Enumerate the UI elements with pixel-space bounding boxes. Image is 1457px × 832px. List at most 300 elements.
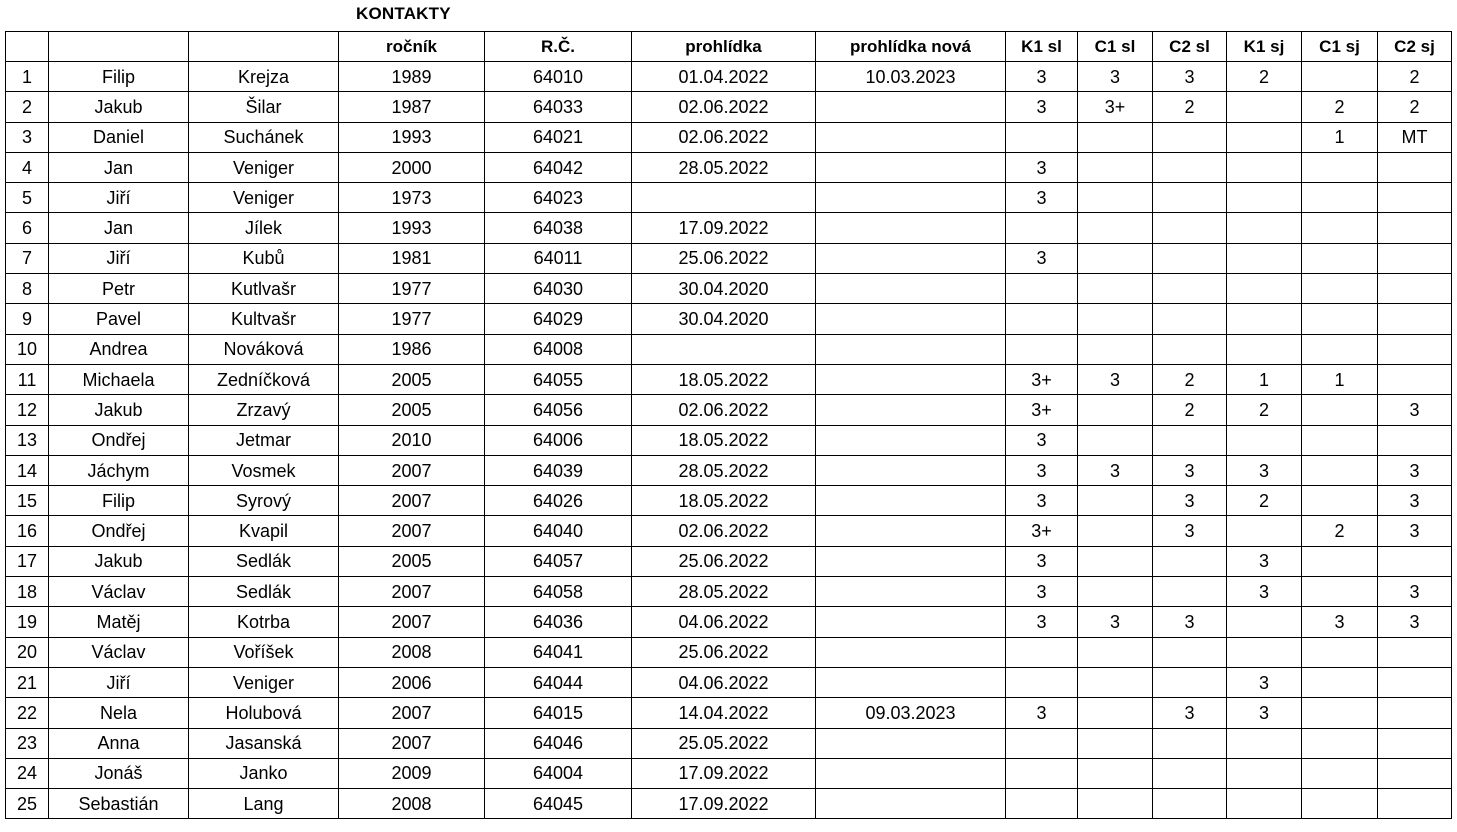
col-c1-sj-cell[interactable] bbox=[1302, 274, 1378, 304]
col-first-name-cell[interactable]: Sebastián bbox=[49, 789, 189, 819]
col-prohlidka-cell[interactable]: 18.05.2022 bbox=[632, 425, 816, 455]
col-c1-sj-cell[interactable] bbox=[1302, 304, 1378, 334]
col-prohlidka-cell[interactable]: 04.06.2022 bbox=[632, 667, 816, 697]
col-c2-sl-cell[interactable] bbox=[1153, 334, 1227, 364]
col-c2-sj-cell[interactable] bbox=[1378, 152, 1452, 182]
col-c1-sj-cell[interactable] bbox=[1302, 758, 1378, 788]
col-index-cell[interactable]: 7 bbox=[6, 243, 49, 273]
col-rocnik-cell[interactable]: 1977 bbox=[339, 304, 485, 334]
col-first-name-cell[interactable]: Matěj bbox=[49, 607, 189, 637]
col-last-name-cell[interactable]: Voříšek bbox=[189, 637, 339, 667]
col-index-cell[interactable]: 23 bbox=[6, 728, 49, 758]
col-prohlidka-nova-cell[interactable] bbox=[816, 789, 1006, 819]
col-rc-cell[interactable]: 64029 bbox=[485, 304, 632, 334]
col-k1-sl-cell[interactable]: 3+ bbox=[1006, 516, 1078, 546]
col-c1-sl-cell[interactable] bbox=[1078, 213, 1153, 243]
col-prohlidka-cell[interactable]: 17.09.2022 bbox=[632, 789, 816, 819]
col-c1-sl-cell[interactable] bbox=[1078, 516, 1153, 546]
col-rc-cell[interactable]: 64039 bbox=[485, 455, 632, 485]
col-c1-sj-cell[interactable] bbox=[1302, 213, 1378, 243]
col-c1-sj-cell[interactable] bbox=[1302, 455, 1378, 485]
col-rc-cell[interactable]: 64010 bbox=[485, 62, 632, 92]
col-last-name-cell[interactable]: Kvapil bbox=[189, 516, 339, 546]
col-index-cell[interactable]: 12 bbox=[6, 395, 49, 425]
col-last-name-cell[interactable]: Jasanská bbox=[189, 728, 339, 758]
col-c2-sj-cell[interactable]: 3 bbox=[1378, 516, 1452, 546]
col-prohlidka-cell[interactable]: 28.05.2022 bbox=[632, 577, 816, 607]
col-rocnik-cell[interactable]: 2007 bbox=[339, 486, 485, 516]
col-last-name-cell[interactable]: Suchánek bbox=[189, 122, 339, 152]
col-prohlidka-cell[interactable]: 25.06.2022 bbox=[632, 546, 816, 576]
col-rc-cell[interactable]: 64055 bbox=[485, 364, 632, 394]
col-c1-sj-cell[interactable] bbox=[1302, 425, 1378, 455]
col-c1-sl-cell[interactable]: 3+ bbox=[1078, 92, 1153, 122]
col-k1-sj-cell[interactable] bbox=[1227, 334, 1302, 364]
col-c1-sj-cell[interactable]: 1 bbox=[1302, 364, 1378, 394]
col-index-cell[interactable]: 21 bbox=[6, 667, 49, 697]
col-last-name-cell[interactable]: Holubová bbox=[189, 698, 339, 728]
col-c2-sl-cell[interactable] bbox=[1153, 183, 1227, 213]
col-prohlidka-nova-cell[interactable] bbox=[816, 395, 1006, 425]
col-k1-sl-cell[interactable]: 3 bbox=[1006, 698, 1078, 728]
col-c1-sl-cell[interactable] bbox=[1078, 395, 1153, 425]
col-k1-sj-cell[interactable]: 2 bbox=[1227, 395, 1302, 425]
col-prohlidka-cell[interactable]: 01.04.2022 bbox=[632, 62, 816, 92]
col-c2-sj-cell[interactable] bbox=[1378, 334, 1452, 364]
col-prohlidka-cell[interactable] bbox=[632, 334, 816, 364]
col-prohlidka-nova-cell[interactable] bbox=[816, 728, 1006, 758]
col-first-name-cell[interactable]: Pavel bbox=[49, 304, 189, 334]
col-rc-cell[interactable]: 64026 bbox=[485, 486, 632, 516]
col-prohlidka-nova-cell[interactable]: 09.03.2023 bbox=[816, 698, 1006, 728]
col-last-name-cell[interactable]: Kubů bbox=[189, 243, 339, 273]
col-c2-sj-cell[interactable] bbox=[1378, 728, 1452, 758]
col-last-name-cell[interactable]: Kotrba bbox=[189, 607, 339, 637]
col-k1-sl-cell[interactable] bbox=[1006, 213, 1078, 243]
col-k1-sj-cell[interactable] bbox=[1227, 758, 1302, 788]
col-c2-sj-cell[interactable] bbox=[1378, 698, 1452, 728]
col-last-name-cell[interactable]: Sedlák bbox=[189, 546, 339, 576]
col-c1-sl-cell[interactable] bbox=[1078, 698, 1153, 728]
col-prohlidka-nova-cell[interactable] bbox=[816, 213, 1006, 243]
col-k1-sj-cell[interactable]: 3 bbox=[1227, 577, 1302, 607]
col-k1-sl-cell[interactable]: 3 bbox=[1006, 486, 1078, 516]
col-prohlidka-nova-cell[interactable] bbox=[816, 122, 1006, 152]
col-first-name-cell[interactable]: Michaela bbox=[49, 364, 189, 394]
col-last-name-cell[interactable]: Janko bbox=[189, 758, 339, 788]
col-c1-sl-cell[interactable] bbox=[1078, 728, 1153, 758]
col-prohlidka-cell[interactable]: 02.06.2022 bbox=[632, 92, 816, 122]
col-first-name-cell[interactable]: Daniel bbox=[49, 122, 189, 152]
col-c1-sl-cell[interactable] bbox=[1078, 152, 1153, 182]
col-rocnik-cell[interactable]: 2007 bbox=[339, 698, 485, 728]
col-rocnik-cell[interactable]: 2000 bbox=[339, 152, 485, 182]
col-prohlidka-cell[interactable]: 30.04.2020 bbox=[632, 304, 816, 334]
col-k1-sj-cell[interactable] bbox=[1227, 728, 1302, 758]
col-k1-sj-cell[interactable] bbox=[1227, 213, 1302, 243]
col-c1-sj-cell[interactable] bbox=[1302, 243, 1378, 273]
col-c2-sl-cell[interactable] bbox=[1153, 304, 1227, 334]
col-last-name-cell[interactable]: Veniger bbox=[189, 152, 339, 182]
col-first-name-cell[interactable]: Jakub bbox=[49, 92, 189, 122]
col-c1-sj-cell[interactable]: 3 bbox=[1302, 607, 1378, 637]
col-c2-sj-cell[interactable]: 3 bbox=[1378, 395, 1452, 425]
col-last-name-cell[interactable]: Šilar bbox=[189, 92, 339, 122]
col-prohlidka-nova-cell[interactable] bbox=[816, 546, 1006, 576]
col-first-name-cell[interactable]: Ondřej bbox=[49, 425, 189, 455]
col-c1-sl-cell[interactable] bbox=[1078, 304, 1153, 334]
col-c1-sj-cell[interactable] bbox=[1302, 577, 1378, 607]
col-c1-sj-cell[interactable] bbox=[1302, 728, 1378, 758]
col-c1-sl-cell[interactable]: 3 bbox=[1078, 62, 1153, 92]
col-rc-cell[interactable]: 64021 bbox=[485, 122, 632, 152]
col-last-name-cell[interactable]: Jílek bbox=[189, 213, 339, 243]
col-c2-sl-cell[interactable]: 2 bbox=[1153, 92, 1227, 122]
col-prohlidka-cell[interactable]: 28.05.2022 bbox=[632, 152, 816, 182]
col-prohlidka-nova-cell[interactable] bbox=[816, 758, 1006, 788]
col-rc-cell[interactable]: 64040 bbox=[485, 516, 632, 546]
col-c2-sj-cell[interactable] bbox=[1378, 213, 1452, 243]
col-c1-sj-cell[interactable] bbox=[1302, 637, 1378, 667]
col-rocnik-cell[interactable]: 2007 bbox=[339, 728, 485, 758]
col-rc-cell[interactable]: 64036 bbox=[485, 607, 632, 637]
col-k1-sl-cell[interactable]: 3+ bbox=[1006, 364, 1078, 394]
col-index-cell[interactable]: 17 bbox=[6, 546, 49, 576]
col-k1-sj-cell[interactable]: 3 bbox=[1227, 455, 1302, 485]
col-first-name-cell[interactable]: Jan bbox=[49, 213, 189, 243]
col-last-name-cell[interactable]: Sedlák bbox=[189, 577, 339, 607]
col-index-cell[interactable]: 3 bbox=[6, 122, 49, 152]
col-prohlidka-cell[interactable]: 17.09.2022 bbox=[632, 758, 816, 788]
col-index-cell[interactable]: 6 bbox=[6, 213, 49, 243]
col-prohlidka-cell[interactable]: 18.05.2022 bbox=[632, 364, 816, 394]
col-first-name-cell[interactable]: Jonáš bbox=[49, 758, 189, 788]
col-rc-cell[interactable]: 64041 bbox=[485, 637, 632, 667]
col-c1-sj-cell[interactable] bbox=[1302, 546, 1378, 576]
col-c1-sl-cell[interactable] bbox=[1078, 334, 1153, 364]
col-c1-sl-cell[interactable] bbox=[1078, 243, 1153, 273]
col-prohlidka-cell[interactable]: 04.06.2022 bbox=[632, 607, 816, 637]
col-k1-sj-cell[interactable] bbox=[1227, 92, 1302, 122]
col-index-cell[interactable]: 2 bbox=[6, 92, 49, 122]
col-rc-cell[interactable]: 64056 bbox=[485, 395, 632, 425]
col-rc-cell[interactable]: 64042 bbox=[485, 152, 632, 182]
col-rocnik-cell[interactable]: 1993 bbox=[339, 213, 485, 243]
col-index-cell[interactable]: 1 bbox=[6, 62, 49, 92]
col-rocnik-cell[interactable]: 2005 bbox=[339, 364, 485, 394]
col-c1-sl-cell[interactable] bbox=[1078, 758, 1153, 788]
col-rc-cell[interactable]: 64030 bbox=[485, 274, 632, 304]
col-first-name-cell[interactable]: Anna bbox=[49, 728, 189, 758]
col-c1-sl-cell[interactable]: 3 bbox=[1078, 607, 1153, 637]
col-prohlidka-nova-cell[interactable] bbox=[816, 577, 1006, 607]
col-index-cell[interactable]: 16 bbox=[6, 516, 49, 546]
col-first-name-cell[interactable]: Andrea bbox=[49, 334, 189, 364]
col-c1-sl-cell[interactable]: 3 bbox=[1078, 364, 1153, 394]
col-rocnik-cell[interactable]: 2008 bbox=[339, 637, 485, 667]
col-last-name-cell[interactable]: Zedníčková bbox=[189, 364, 339, 394]
col-c2-sj-cell[interactable] bbox=[1378, 183, 1452, 213]
col-rocnik-cell[interactable]: 2006 bbox=[339, 667, 485, 697]
col-rc-cell[interactable]: 64006 bbox=[485, 425, 632, 455]
col-index-cell[interactable]: 10 bbox=[6, 334, 49, 364]
col-prohlidka-cell[interactable]: 25.06.2022 bbox=[632, 243, 816, 273]
col-c1-sj-cell[interactable] bbox=[1302, 667, 1378, 697]
col-c1-sl-cell[interactable] bbox=[1078, 425, 1153, 455]
col-k1-sl-cell[interactable]: 3 bbox=[1006, 455, 1078, 485]
col-c1-sj-cell[interactable] bbox=[1302, 698, 1378, 728]
col-prohlidka-nova-cell[interactable] bbox=[816, 243, 1006, 273]
col-c1-sj-cell[interactable]: 1 bbox=[1302, 122, 1378, 152]
col-c2-sj-cell[interactable]: 2 bbox=[1378, 62, 1452, 92]
col-c1-sl-cell[interactable] bbox=[1078, 486, 1153, 516]
col-prohlidka-nova-cell[interactable]: 10.03.2023 bbox=[816, 62, 1006, 92]
col-k1-sl-cell[interactable]: 3 bbox=[1006, 183, 1078, 213]
col-c2-sl-cell[interactable]: 2 bbox=[1153, 364, 1227, 394]
col-rc-cell[interactable]: 64057 bbox=[485, 546, 632, 576]
col-rocnik-cell[interactable]: 2010 bbox=[339, 425, 485, 455]
col-c2-sj-cell[interactable]: 3 bbox=[1378, 607, 1452, 637]
col-c2-sl-cell[interactable] bbox=[1153, 122, 1227, 152]
col-rc-cell[interactable]: 64011 bbox=[485, 243, 632, 273]
col-c2-sj-cell[interactable]: 2 bbox=[1378, 92, 1452, 122]
col-index-cell[interactable]: 20 bbox=[6, 637, 49, 667]
col-k1-sj-cell[interactable] bbox=[1227, 516, 1302, 546]
col-index-cell[interactable]: 24 bbox=[6, 758, 49, 788]
col-prohlidka-cell[interactable]: 17.09.2022 bbox=[632, 213, 816, 243]
col-k1-sj-cell[interactable] bbox=[1227, 274, 1302, 304]
col-rc-cell[interactable]: 64015 bbox=[485, 698, 632, 728]
col-c2-sl-cell[interactable] bbox=[1153, 637, 1227, 667]
col-k1-sl-cell[interactable]: 3 bbox=[1006, 425, 1078, 455]
col-prohlidka-nova-cell[interactable] bbox=[816, 516, 1006, 546]
col-c1-sj-cell[interactable] bbox=[1302, 152, 1378, 182]
col-k1-sl-cell[interactable]: 3 bbox=[1006, 577, 1078, 607]
col-rocnik-cell[interactable]: 2008 bbox=[339, 789, 485, 819]
col-prohlidka-nova-cell[interactable] bbox=[816, 455, 1006, 485]
col-k1-sl-cell[interactable]: 3 bbox=[1006, 546, 1078, 576]
col-prohlidka-nova-cell[interactable] bbox=[816, 92, 1006, 122]
col-c1-sl-cell[interactable] bbox=[1078, 637, 1153, 667]
col-prohlidka-cell[interactable]: 18.05.2022 bbox=[632, 486, 816, 516]
col-last-name-cell[interactable]: Kultvašr bbox=[189, 304, 339, 334]
col-k1-sj-cell[interactable] bbox=[1227, 183, 1302, 213]
col-last-name-cell[interactable]: Vosmek bbox=[189, 455, 339, 485]
col-prohlidka-nova-cell[interactable] bbox=[816, 486, 1006, 516]
col-rocnik-cell[interactable]: 1977 bbox=[339, 274, 485, 304]
col-k1-sl-cell[interactable]: 3 bbox=[1006, 243, 1078, 273]
col-k1-sl-cell[interactable]: 3 bbox=[1006, 92, 1078, 122]
col-rc-cell[interactable]: 64004 bbox=[485, 758, 632, 788]
col-prohlidka-cell[interactable]: 02.06.2022 bbox=[632, 516, 816, 546]
col-k1-sj-cell[interactable]: 1 bbox=[1227, 364, 1302, 394]
col-c2-sl-cell[interactable] bbox=[1153, 425, 1227, 455]
col-prohlidka-cell[interactable]: 02.06.2022 bbox=[632, 122, 816, 152]
col-index-cell[interactable]: 14 bbox=[6, 455, 49, 485]
col-index-cell[interactable]: 13 bbox=[6, 425, 49, 455]
col-rocnik-cell[interactable]: 1993 bbox=[339, 122, 485, 152]
col-c1-sj-cell[interactable] bbox=[1302, 183, 1378, 213]
col-last-name-cell[interactable]: Syrový bbox=[189, 486, 339, 516]
col-rocnik-cell[interactable]: 1973 bbox=[339, 183, 485, 213]
col-index-cell[interactable]: 25 bbox=[6, 789, 49, 819]
col-c2-sl-cell[interactable]: 3 bbox=[1153, 455, 1227, 485]
col-k1-sl-cell[interactable] bbox=[1006, 789, 1078, 819]
col-c1-sl-cell[interactable] bbox=[1078, 122, 1153, 152]
col-index-cell[interactable]: 18 bbox=[6, 577, 49, 607]
col-rocnik-cell[interactable]: 2007 bbox=[339, 607, 485, 637]
col-k1-sl-cell[interactable] bbox=[1006, 758, 1078, 788]
col-c2-sj-cell[interactable]: 3 bbox=[1378, 455, 1452, 485]
col-k1-sj-cell[interactable]: 3 bbox=[1227, 667, 1302, 697]
col-first-name-cell[interactable]: Petr bbox=[49, 274, 189, 304]
col-first-name-cell[interactable]: Jan bbox=[49, 152, 189, 182]
col-first-name-cell[interactable]: Filip bbox=[49, 62, 189, 92]
col-rocnik-cell[interactable]: 2007 bbox=[339, 516, 485, 546]
col-c2-sj-cell[interactable] bbox=[1378, 243, 1452, 273]
col-rc-cell[interactable]: 64044 bbox=[485, 667, 632, 697]
col-c2-sj-cell[interactable]: 3 bbox=[1378, 486, 1452, 516]
col-c1-sl-cell[interactable] bbox=[1078, 789, 1153, 819]
col-c1-sl-cell[interactable] bbox=[1078, 183, 1153, 213]
col-first-name-cell[interactable]: Václav bbox=[49, 637, 189, 667]
col-rocnik-cell[interactable]: 1981 bbox=[339, 243, 485, 273]
col-index-cell[interactable]: 4 bbox=[6, 152, 49, 182]
col-k1-sl-cell[interactable]: 3 bbox=[1006, 152, 1078, 182]
col-c2-sl-cell[interactable]: 3 bbox=[1153, 516, 1227, 546]
col-k1-sj-cell[interactable]: 2 bbox=[1227, 486, 1302, 516]
col-c2-sj-cell[interactable] bbox=[1378, 304, 1452, 334]
col-prohlidka-nova-cell[interactable] bbox=[816, 667, 1006, 697]
col-k1-sl-cell[interactable] bbox=[1006, 274, 1078, 304]
col-rocnik-cell[interactable]: 1989 bbox=[339, 62, 485, 92]
col-rocnik-cell[interactable]: 2005 bbox=[339, 395, 485, 425]
col-c2-sl-cell[interactable]: 2 bbox=[1153, 395, 1227, 425]
col-last-name-cell[interactable]: Kutlvašr bbox=[189, 274, 339, 304]
col-c2-sl-cell[interactable]: 3 bbox=[1153, 62, 1227, 92]
col-prohlidka-nova-cell[interactable] bbox=[816, 425, 1006, 455]
col-c1-sl-cell[interactable]: 3 bbox=[1078, 455, 1153, 485]
col-k1-sj-cell[interactable]: 3 bbox=[1227, 698, 1302, 728]
col-prohlidka-cell[interactable]: 02.06.2022 bbox=[632, 395, 816, 425]
col-c2-sj-cell[interactable] bbox=[1378, 789, 1452, 819]
col-prohlidka-nova-cell[interactable] bbox=[816, 183, 1006, 213]
col-prohlidka-nova-cell[interactable] bbox=[816, 152, 1006, 182]
col-k1-sl-cell[interactable] bbox=[1006, 334, 1078, 364]
col-c2-sj-cell[interactable] bbox=[1378, 637, 1452, 667]
col-k1-sj-cell[interactable]: 2 bbox=[1227, 62, 1302, 92]
col-last-name-cell[interactable]: Jetmar bbox=[189, 425, 339, 455]
col-first-name-cell[interactable]: Jiří bbox=[49, 667, 189, 697]
col-c2-sj-cell[interactable] bbox=[1378, 758, 1452, 788]
col-index-cell[interactable]: 22 bbox=[6, 698, 49, 728]
col-k1-sl-cell[interactable] bbox=[1006, 304, 1078, 334]
col-c2-sl-cell[interactable] bbox=[1153, 789, 1227, 819]
col-last-name-cell[interactable]: Krejza bbox=[189, 62, 339, 92]
col-prohlidka-nova-cell[interactable] bbox=[816, 364, 1006, 394]
col-first-name-cell[interactable]: Filip bbox=[49, 486, 189, 516]
col-c2-sj-cell[interactable] bbox=[1378, 667, 1452, 697]
col-first-name-cell[interactable]: Jakub bbox=[49, 395, 189, 425]
col-prohlidka-cell[interactable]: 14.04.2022 bbox=[632, 698, 816, 728]
col-k1-sl-cell[interactable]: 3+ bbox=[1006, 395, 1078, 425]
col-last-name-cell[interactable]: Lang bbox=[189, 789, 339, 819]
col-index-cell[interactable]: 15 bbox=[6, 486, 49, 516]
col-first-name-cell[interactable]: Jiří bbox=[49, 183, 189, 213]
col-first-name-cell[interactable]: Nela bbox=[49, 698, 189, 728]
col-k1-sl-cell[interactable] bbox=[1006, 637, 1078, 667]
col-c2-sl-cell[interactable] bbox=[1153, 274, 1227, 304]
col-c1-sj-cell[interactable] bbox=[1302, 789, 1378, 819]
col-index-cell[interactable]: 9 bbox=[6, 304, 49, 334]
col-prohlidka-nova-cell[interactable] bbox=[816, 304, 1006, 334]
col-k1-sl-cell[interactable]: 3 bbox=[1006, 62, 1078, 92]
col-rc-cell[interactable]: 64046 bbox=[485, 728, 632, 758]
col-rocnik-cell[interactable]: 2005 bbox=[339, 546, 485, 576]
col-rocnik-cell[interactable]: 1986 bbox=[339, 334, 485, 364]
col-c2-sj-cell[interactable] bbox=[1378, 546, 1452, 576]
col-c1-sj-cell[interactable] bbox=[1302, 395, 1378, 425]
col-prohlidka-nova-cell[interactable] bbox=[816, 607, 1006, 637]
col-c2-sl-cell[interactable] bbox=[1153, 758, 1227, 788]
col-k1-sl-cell[interactable] bbox=[1006, 122, 1078, 152]
col-c2-sj-cell[interactable] bbox=[1378, 274, 1452, 304]
col-rc-cell[interactable]: 64033 bbox=[485, 92, 632, 122]
col-prohlidka-cell[interactable]: 25.06.2022 bbox=[632, 637, 816, 667]
col-index-cell[interactable]: 11 bbox=[6, 364, 49, 394]
col-first-name-cell[interactable]: Jiří bbox=[49, 243, 189, 273]
col-c2-sl-cell[interactable]: 3 bbox=[1153, 698, 1227, 728]
col-k1-sj-cell[interactable] bbox=[1227, 152, 1302, 182]
col-k1-sj-cell[interactable] bbox=[1227, 637, 1302, 667]
col-c1-sj-cell[interactable]: 2 bbox=[1302, 92, 1378, 122]
col-k1-sj-cell[interactable] bbox=[1227, 607, 1302, 637]
col-first-name-cell[interactable]: Václav bbox=[49, 577, 189, 607]
col-c2-sj-cell[interactable]: MT bbox=[1378, 122, 1452, 152]
col-c2-sj-cell[interactable] bbox=[1378, 364, 1452, 394]
col-index-cell[interactable]: 19 bbox=[6, 607, 49, 637]
col-c1-sl-cell[interactable] bbox=[1078, 577, 1153, 607]
col-prohlidka-nova-cell[interactable] bbox=[816, 637, 1006, 667]
col-k1-sj-cell[interactable] bbox=[1227, 122, 1302, 152]
col-first-name-cell[interactable]: Jáchym bbox=[49, 455, 189, 485]
col-first-name-cell[interactable]: Ondřej bbox=[49, 516, 189, 546]
col-last-name-cell[interactable]: Veniger bbox=[189, 183, 339, 213]
col-k1-sj-cell[interactable] bbox=[1227, 304, 1302, 334]
col-rc-cell[interactable]: 64058 bbox=[485, 577, 632, 607]
col-last-name-cell[interactable]: Nováková bbox=[189, 334, 339, 364]
col-last-name-cell[interactable]: Veniger bbox=[189, 667, 339, 697]
col-prohlidka-nova-cell[interactable] bbox=[816, 274, 1006, 304]
col-c2-sl-cell[interactable]: 3 bbox=[1153, 607, 1227, 637]
col-c1-sj-cell[interactable] bbox=[1302, 334, 1378, 364]
col-prohlidka-cell[interactable]: 30.04.2020 bbox=[632, 274, 816, 304]
col-index-cell[interactable]: 5 bbox=[6, 183, 49, 213]
col-k1-sl-cell[interactable]: 3 bbox=[1006, 607, 1078, 637]
col-c1-sl-cell[interactable] bbox=[1078, 667, 1153, 697]
col-rc-cell[interactable]: 64038 bbox=[485, 213, 632, 243]
col-prohlidka-cell[interactable] bbox=[632, 183, 816, 213]
col-k1-sl-cell[interactable] bbox=[1006, 728, 1078, 758]
col-c2-sl-cell[interactable] bbox=[1153, 577, 1227, 607]
col-k1-sl-cell[interactable] bbox=[1006, 667, 1078, 697]
col-c2-sl-cell[interactable] bbox=[1153, 667, 1227, 697]
col-last-name-cell[interactable]: Zrzavý bbox=[189, 395, 339, 425]
col-prohlidka-nova-cell[interactable] bbox=[816, 334, 1006, 364]
col-first-name-cell[interactable]: Jakub bbox=[49, 546, 189, 576]
col-c2-sl-cell[interactable] bbox=[1153, 213, 1227, 243]
col-c2-sl-cell[interactable] bbox=[1153, 728, 1227, 758]
